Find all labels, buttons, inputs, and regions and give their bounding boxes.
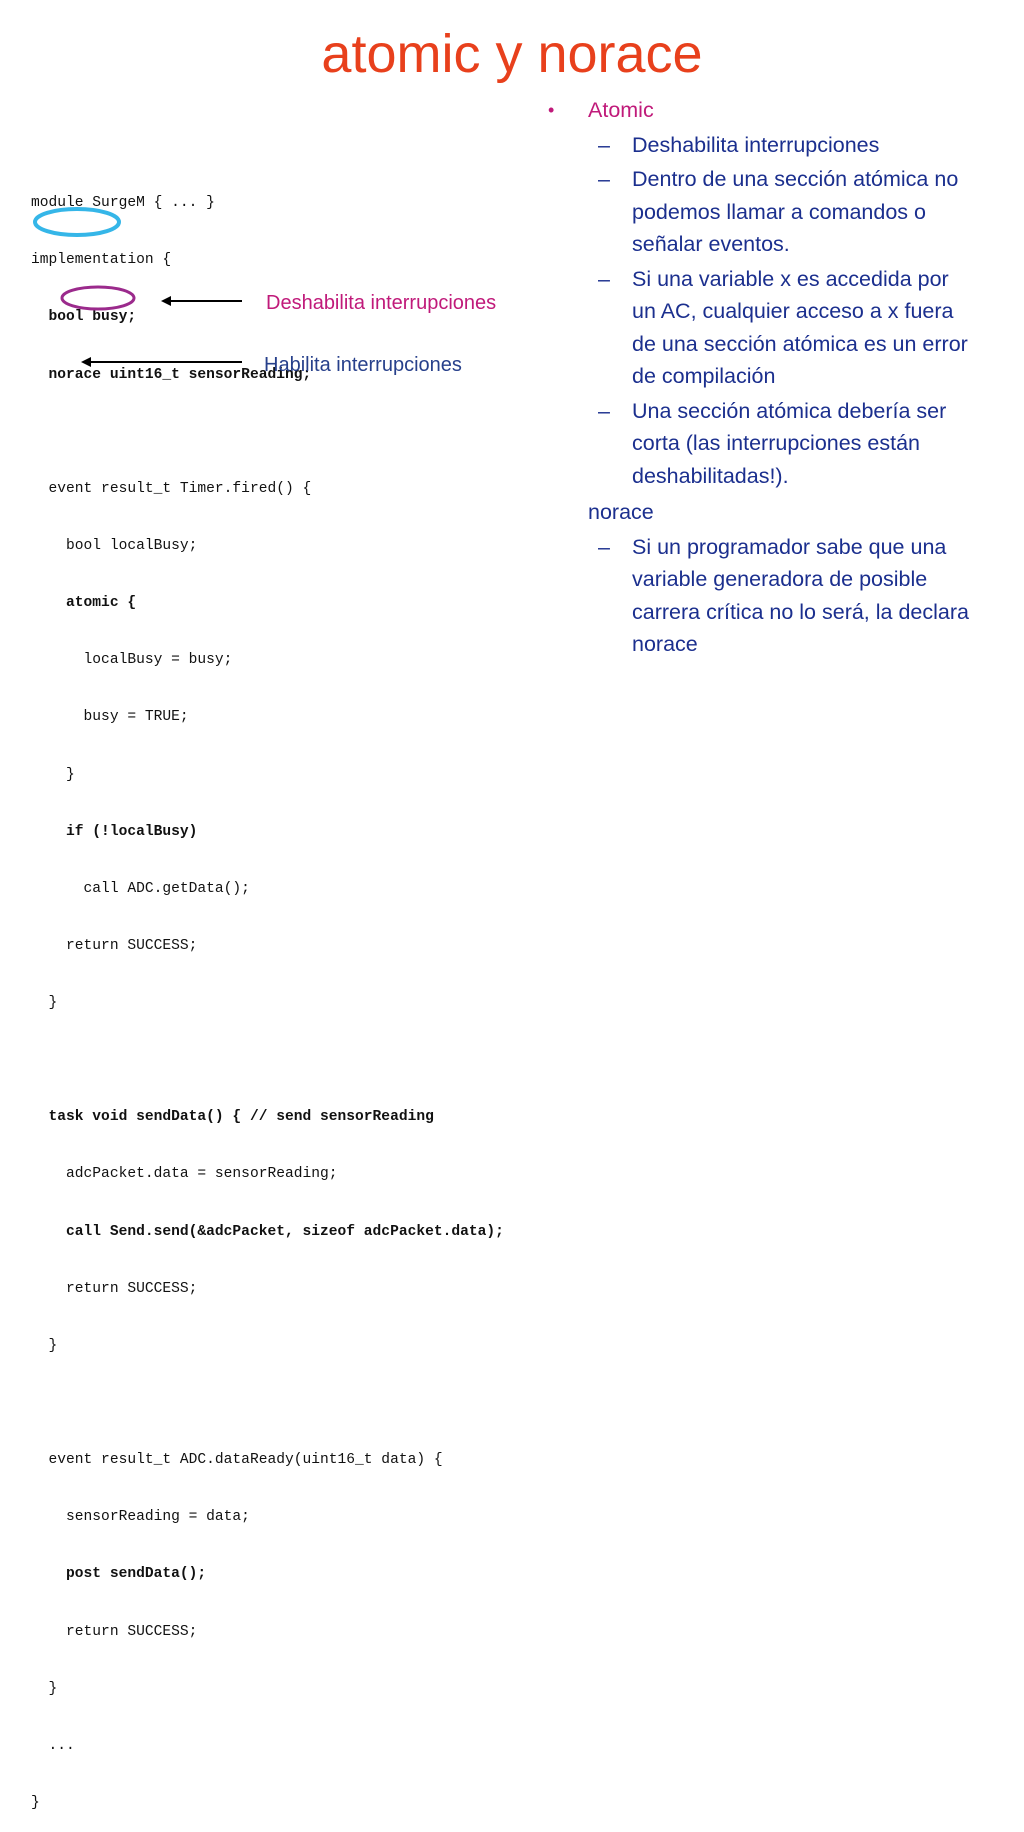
disable-arrow [161,296,242,306]
code-line: event result_t ADC.dataReady(uint16_t data) { [31,1452,443,1469]
code-line: } [31,1680,58,1697]
norace-highlight-circle [35,209,119,235]
bullet-heading: Atomic [588,98,654,122]
code-line: post sendData(); [31,1566,207,1583]
dash-icon: – [598,534,610,559]
code-line: atomic { [31,595,137,612]
bullet-dot-icon: • [548,100,555,120]
dash-icon: – [598,167,610,191]
code-line: return SUCCESS; [31,1623,198,1640]
bullet-list [548,94,1018,661]
dash-icon: – [598,266,610,291]
code-line: return SUCCESS; [31,1280,198,1297]
code-line: } [31,1795,40,1812]
code-line: module SurgeM { ... } [31,195,215,212]
code-line: call Send.send(&adcPacket, sizeof adcPacket.data); [31,1223,504,1240]
code-line: bool busy; [31,309,137,326]
annotation-enable-interrupts: Habilita interrupciones [264,354,462,376]
slide-title: atomic y norace [321,24,703,84]
code-line: busy = TRUE; [31,709,189,726]
code-line: adcPacket.data = sensorReading; [31,1166,338,1183]
code-line: implementation { [31,252,172,269]
enable-arrow [81,357,242,367]
code-line: sensorReading = data; [31,1509,250,1526]
code-line: if (!localBusy) [31,823,198,840]
code-line: } [31,766,75,783]
code-line [31,1394,504,1413]
sub-bullet-text: Dentro de una sección atómica no podemos llamar a comandos o señalar eventos. [632,167,959,256]
sub-bullet-text: Si un programador sabe que una variable generadora de posible carrera crítica no lo será, la declara norace [632,534,969,656]
code-line: localBusy = busy; [31,652,233,669]
code-line: task void sendData() { // send sensorReading [31,1109,434,1126]
sub-bullet-text: Una sección atómica debería ser corta (las interrupciones están deshabilitadas!). [632,398,947,488]
code-line: } [31,1337,58,1354]
sub-bullet [548,395,972,493]
bullet-norace [548,496,1018,529]
code-line: return SUCCESS; [31,937,198,954]
atomic-highlight-circle [62,287,134,309]
code-line: event result_t Timer.fired() { [31,480,312,497]
dash-icon: – [598,398,610,423]
code-line [31,1051,504,1070]
sub-bullet [548,263,972,393]
code-line: bool localBusy; [31,537,198,554]
sub-bullet [548,163,972,261]
dash-icon: – [598,132,610,157]
code-line: ... [31,1737,75,1754]
sub-bullet [548,531,972,661]
sub-bullet-text: Si una variable x es accedida por un AC, cualquier acceso a x fuera de una sección atómica es un error de compilación [632,266,968,388]
code-line: call ADC.getData(); [31,880,250,897]
code-line: norace uint16_t sensorReading; [31,366,312,383]
code-line: } [31,995,58,1012]
bullet-atomic [548,94,1018,127]
sub-bullet [548,129,972,162]
bullet-heading: norace [588,500,654,524]
annotation-disable-interrupts: Deshabilita interrupciones [266,292,497,314]
sub-bullet-text: Deshabilita interrupciones [632,132,880,157]
